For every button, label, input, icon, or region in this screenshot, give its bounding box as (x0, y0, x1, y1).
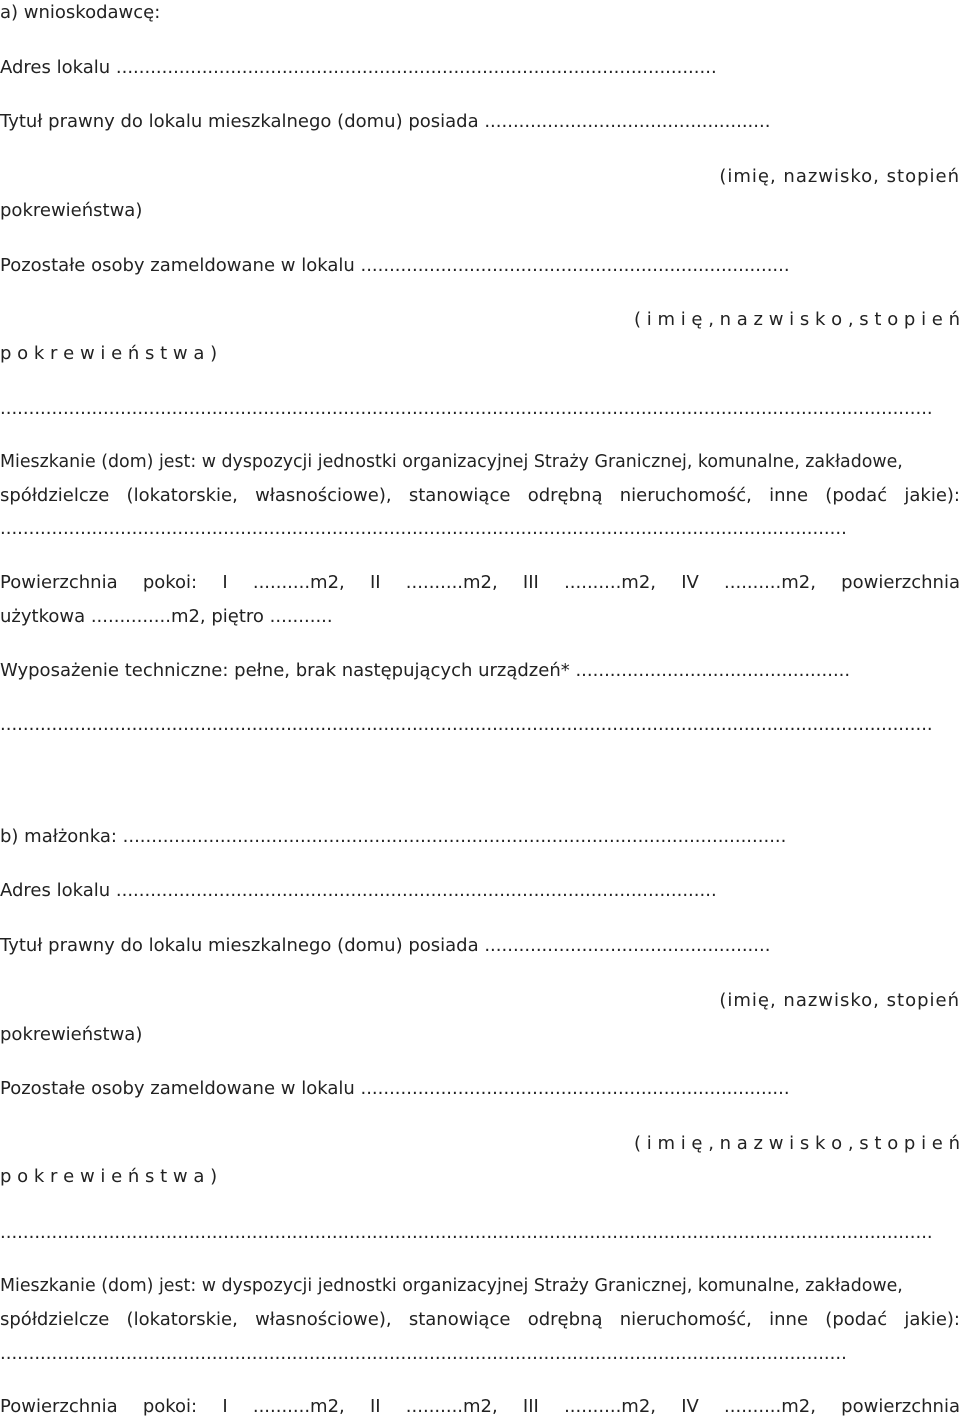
section-b-imie-label-1: (imię, nazwisko, stopień (719, 990, 960, 1011)
section-a-pokrewienstwa-2: p o k r e w i e ń s t w a ) (0, 343, 218, 364)
section-a-pozostale-osoby: Pozostałe osoby zameldowane w lokalu ........................................................................... (0, 255, 790, 276)
section-a-powierzchnia-line-2: użytkowa ..............m2, piętro ........... (0, 606, 333, 627)
section-b-mieszkanie-line-1: Mieszkanie (dom) jest: w dyspozycji jednostki organizacyjnej Straży Granicznej, komunalne, zakładowe, (0, 1276, 903, 1296)
section-b-pokrewienstwa-2: p o k r e w i e ń s t w a ) (0, 1166, 218, 1187)
section-a-pokrewienstwa-1: pokrewieństwa) (0, 200, 143, 221)
section-b-tytul-prawny: Tytuł prawny do lokalu mieszkalnego (domu) posiada .................................................. (0, 935, 771, 956)
section-a-mieszkanie-line-1: Mieszkanie (dom) jest: w dyspozycji jednostki organizacyjnej Straży Granicznej, komunalne, zakładowe, (0, 452, 903, 472)
section-a-dots-line: ................................................................................................................................................................... (0, 398, 933, 419)
section-b-dots-line-2: .................................................................................................................................................... (0, 1343, 847, 1364)
section-b-pokrewienstwa-1: pokrewieństwa) (0, 1024, 143, 1045)
section-a-dots-line-2: .................................................................................................................................................... (0, 518, 847, 539)
section-a-imie-label-2: ( i m i ę , n a z w i s k o , s t o p i e ń (633, 309, 960, 330)
section-a-powierzchnia-line-1: Powierzchnia pokoi: I ..........m2, II ..........m2, III ..........m2, IV ..........m2, powierzchnia (0, 572, 960, 593)
section-b-imie-label-2: ( i m i ę , n a z w i s k o , s t o p i e ń (633, 1133, 960, 1154)
section-a-imie-label-1: (imię, nazwisko, stopień (719, 166, 960, 187)
section-b-mieszkanie-line-2: spółdzielcze (lokatorskie, własnościowe), stanowiące odrębną nieruchomość, inne (podać jakie): (0, 1309, 960, 1330)
section-b-dots-line: ................................................................................................................................................................... (0, 1222, 933, 1243)
section-b-pozostale-osoby: Pozostałe osoby zameldowane w lokalu ........................................................................... (0, 1078, 790, 1099)
section-b-adres-lokalu: Adres lokalu ......................................................................................................... (0, 880, 717, 901)
section-a-wyposazenie: Wyposażenie techniczne: pełne, brak następujących urządzeń* ................................................ (0, 660, 851, 681)
section-b-heading: b) małżonka: .................................................................................................................... (0, 826, 787, 847)
section-a-dots-line-3: ................................................................................................................................................................... (0, 714, 933, 735)
section-a-adres-lokalu: Adres lokalu ......................................................................................................... (0, 57, 717, 78)
section-b-powierzchnia-line-1: Powierzchnia pokoi: I ..........m2, II ..........m2, III ..........m2, IV ..........m2, powierzchnia (0, 1396, 960, 1417)
section-a-heading: a) wnioskodawcę: (0, 2, 161, 23)
section-a-tytul-prawny: Tytuł prawny do lokalu mieszkalnego (domu) posiada .................................................. (0, 111, 771, 132)
section-a-mieszkanie-line-2: spółdzielcze (lokatorskie, własnościowe), stanowiące odrębną nieruchomość, inne (podać jakie): (0, 485, 960, 506)
